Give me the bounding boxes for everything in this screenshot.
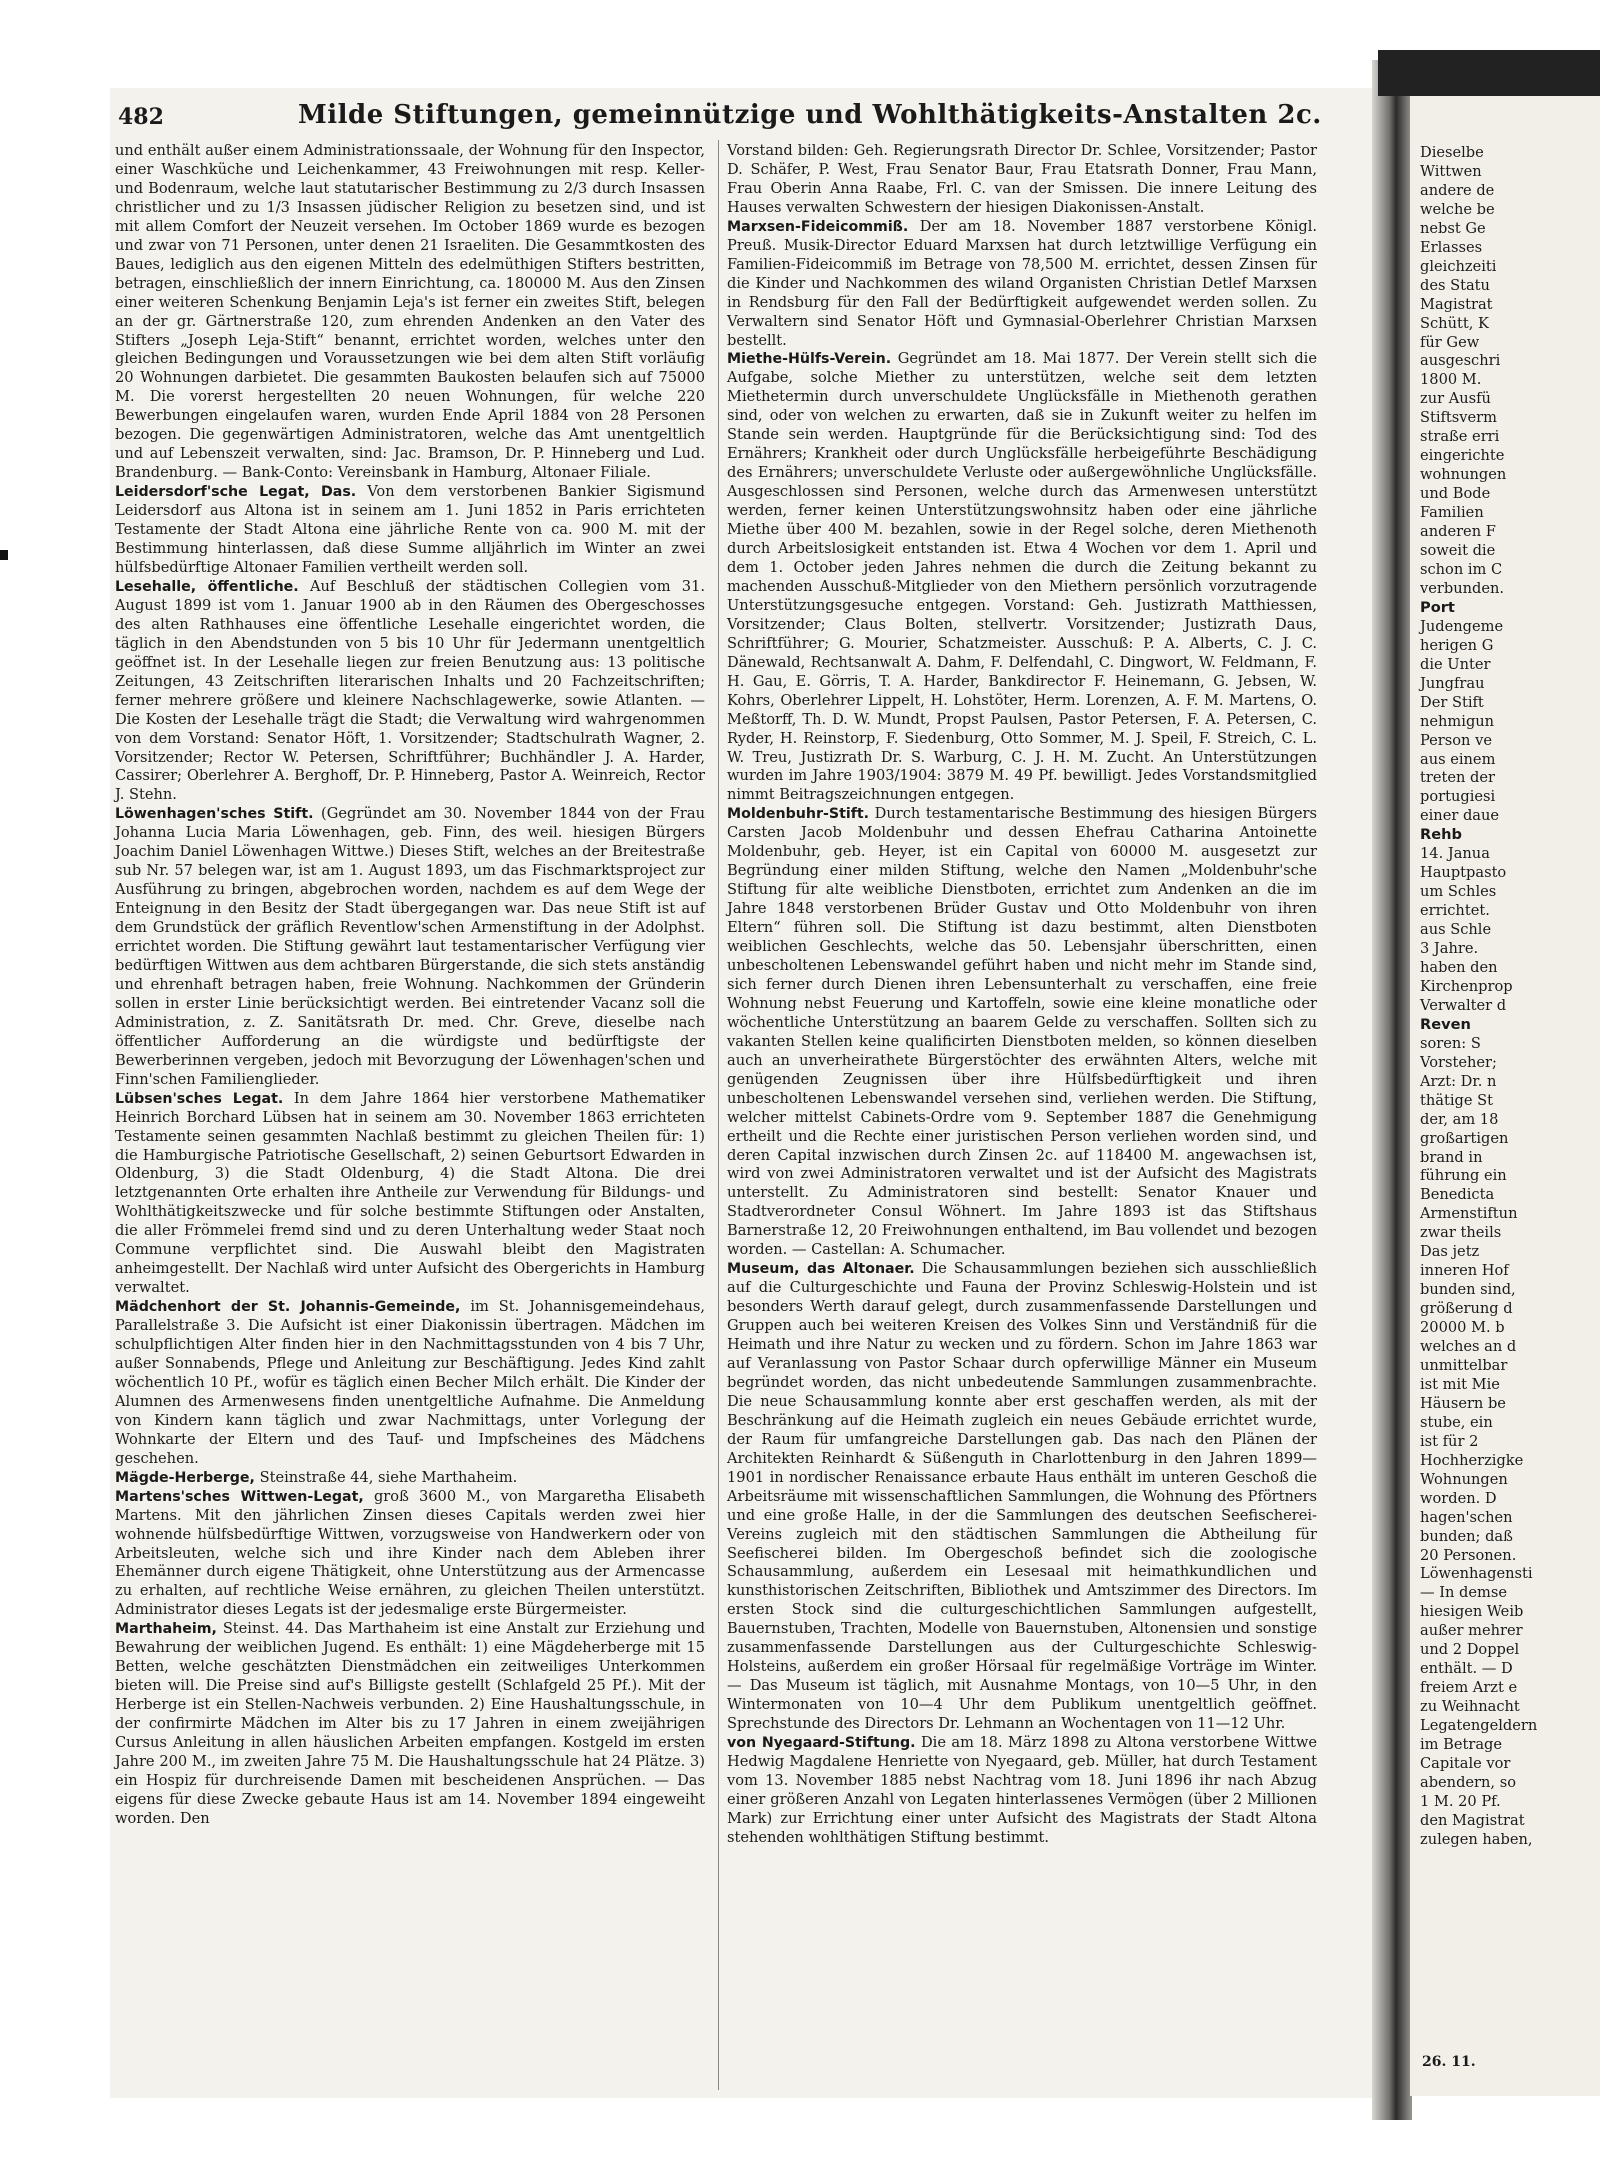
entry — [727, 350, 1317, 805]
page-header — [118, 100, 1368, 140]
adjacent-line: portugiesi — [1420, 788, 1496, 806]
adjacent-line: Person ve — [1420, 731, 1492, 749]
adjacent-line: hiesigen Weib — [1420, 1603, 1524, 1621]
adjacent-line: worden. D — [1420, 1489, 1497, 1507]
scan-edge-mark — [0, 550, 8, 560]
entry — [115, 1090, 705, 1298]
adjacent-line: Armenstiftun — [1420, 1205, 1518, 1223]
adjacent-line: Löwenhagensti — [1420, 1565, 1533, 1583]
adjacent-line: einer daue — [1420, 807, 1500, 825]
adjacent-line: Hauptpasto — [1420, 864, 1507, 882]
entry — [115, 1298, 705, 1469]
scan-corner-block — [1378, 50, 1600, 96]
entry — [115, 1488, 705, 1621]
entry-text: Auf Beschluß der städtischen Collegien vom 31. August 1899 ist vom 1. Januar 1900 ab in den Räumen des Obergeschosses des alten Rathhauses eine öffentliche Lesehalle eingerichtet worden, die täglich in den Abendstunden von 5 bis 10 Uhr für Jedermann unentgeltlich geöffnet ist. In der Lesehalle liegen zur freien Benutzung aus: 13 politische Zeitungen, 43 Zeitschriften literarischen Inhalts und 20 Fachzeitschriften; ferner mehrere größere und kleinere Nachschlagewerke, sowie Atlanten. — Die Kosten der Lesehalle trägt die Stadt; die Verwaltung wird wahrgenommen von dem Vorstand: Senator Höft, 1. Vorsitzender; Stadtschulrath Wagner, 2. Vorsitzender; Rector W. Petersen, Schriftführer; Buchhändler J. A. Harder, Cassirer; Oberlehrer A. Berghoff, Dr. P. Hinneberg, Pastor A. Weinreich, Rector J. Stehn. — [115, 577, 705, 804]
adjacent-line: brand in — [1420, 1148, 1483, 1166]
adjacent-line: hagen'schen — [1420, 1508, 1513, 1526]
entry-text: Steinst. 44. Das Marthaheim ist eine Anstalt zur Erziehung und Bewahrung der weiblichen Jugend. Es enthält: 1) eine Mägdeherberge mit 15 Betten, welche geschätzten Dienstmädchen ein zeitweiliges Unterkommen bieten will. Die Preise sind auf's Billigste gestellt (Schlafgeld 25 Pf.). Mit der Herberge ist ein Stellen-Nachweis verbunden. 2) Eine Haushaltungsschule, in der confirmirte Mädchen im Alter bis zu 17 Jahren in einem zweijährigen Cursus Anleitung in allen häuslichen Arbeiten empfangen. Kostgeld im ersten Jahre 200 M., im zweiten Jahre 75 M. Die Haushaltungsschule hat 24 Plätze. 3) ein Hospiz für durchreisende Damen mit bescheidenen Ansprüchen. — Das eigens für diese Zwecke gebaute Haus ist am 14. November 1894 eingeweiht worden. Den — [115, 1620, 705, 1827]
entry-text: (Gegründet am 30. November 1844 von der Frau Johanna Lucia Maria Löwenhagen, geb. Finn, des weil. hiesigen Bürgers Joachim Daniel Löwenhagen Wittwe.) Dieses Stift, welches an der Breitestraße sub Nr. 57 belegen war, ist am 1. August 1893, um das Fischmarktsproject zur Ausführung zu bringen, abgebrochen worden, nachdem es auf dem Wege der Enteignung in den Besitz der Stadt übergegangen war. Das neue Stift ist auf dem Grundstück der gräflich Reventlow'schen Armenstiftung in der Adolphst. errichtet worden. Die Stiftung gewährt laut testamentarischer Verfügung vier bedürftigen Wittwen aus dem achtbaren Bürgerstande, die sich stets anständig und ehrenhaft betragen haben, freie Wohnung. Nachkommen der Gründerin sollen in erster Linie berücksichtigt werden. Bei eintretender Vacanz soll die Administration, z. Z. Sanitätsrath Dr. med. Chr. Greve, dieselbe nach öffentlicher Aufforderung an die würdigste und bedürftigste der Bewerberinnen vergeben, jedoch mit Bevorzugung der Löwenhagen'schen und Finn'schen Familienglieder. — [115, 805, 706, 1088]
adjacent-line: Reven — [1420, 1015, 1471, 1033]
right-column — [727, 142, 1317, 1848]
running-title: Milde Stiftungen, gemeinnützige und Wohlthätigkeits-Anstalten 2c. — [298, 100, 1322, 130]
adjacent-line: für Gew — [1420, 333, 1480, 351]
adjacent-line: Magistrat — [1420, 295, 1493, 313]
adjacent-line: 14. Janua — [1420, 845, 1490, 863]
adjacent-line: die Unter — [1420, 655, 1491, 673]
adjacent-line: 1 M. 20 Pf. — [1420, 1792, 1501, 1810]
adjacent-line: außer mehrer — [1420, 1622, 1523, 1640]
entry — [727, 805, 1317, 1260]
adjacent-line: Häusern be — [1420, 1394, 1506, 1412]
adjacent-line: haben den — [1420, 958, 1498, 976]
adjacent-line: Wittwen — [1420, 162, 1482, 180]
adjacent-line: Port — [1420, 598, 1455, 616]
adjacent-line: 20 Personen. — [1420, 1546, 1517, 1564]
adjacent-line: Legatengeldern — [1420, 1717, 1538, 1735]
entry-text: Steinstraße 44, siehe Marthaheim. — [259, 1468, 518, 1486]
adjacent-line: um Schles — [1420, 883, 1497, 901]
left-column — [115, 142, 705, 1829]
adjacent-line: inneren Hof — [1420, 1262, 1509, 1280]
adjacent-line: abendern, so — [1420, 1773, 1516, 1791]
adjacent-line: soweit die — [1420, 542, 1496, 560]
adjacent-line: verbunden. — [1420, 579, 1505, 597]
adjacent-line: Familien — [1420, 504, 1484, 522]
entry-text: Der am 18. November 1887 verstorbene Königl. Preuß. Musik-Director Eduard Marxsen hat durch letztwillige Verfügung ein Familien-Fideicommiß im Betrage von 78,500 M. errichtet, dessen Zinsen für die Kinder und Nachkommen des wiland Organisten Christian Detlef Marxsen in Rendsburg für den Fall der Bedürftigkeit aufgewendet werden sollen. Zu Verwaltern sind Senator Höft und Gymnasial-Oberlehrer Christian Marxsen bestellt. — [727, 217, 1318, 349]
adjacent-line: und 2 Doppel — [1420, 1641, 1520, 1659]
adjacent-line: führung ein — [1420, 1167, 1507, 1185]
entry — [727, 218, 1317, 351]
entry-title: Moldenbuhr-Stift. — [727, 806, 870, 823]
entry — [115, 805, 705, 1089]
entry-title: Marxsen-Fideicommiß. — [727, 218, 909, 235]
adjacent-line: Erlasses — [1420, 238, 1483, 256]
adjacent-line: stube, ein — [1420, 1413, 1493, 1431]
adjacent-line: soren: S — [1420, 1034, 1481, 1052]
adjacent-line: Wohnungen — [1420, 1470, 1508, 1488]
adjacent-line: 3 Jahre. — [1420, 940, 1479, 958]
adjacent-line: Das jetz — [1420, 1243, 1480, 1261]
adjacent-line: anderen F — [1420, 523, 1496, 541]
adjacent-line: straße erri — [1420, 428, 1500, 446]
adjacent-line: Stiftsverm — [1420, 409, 1497, 427]
entry-title: Mägde-Herberge, — [115, 1469, 255, 1486]
adjacent-line: Verwalter d — [1420, 996, 1507, 1014]
entry-title: Miethe-Hülfs-Verein. — [727, 351, 892, 368]
adjacent-line: gleichzeiti — [1420, 257, 1497, 275]
book-gutter — [1372, 60, 1412, 2120]
adjacent-line: zulegen haben, — [1420, 1830, 1533, 1848]
entry — [115, 483, 705, 578]
entry — [727, 1260, 1317, 1734]
adjacent-line: Der Stift — [1420, 693, 1484, 711]
adjacent-line: Jungfrau — [1420, 674, 1485, 692]
adjacent-line: — In demse — [1420, 1584, 1507, 1602]
adjacent-line: errichtet. — [1420, 902, 1490, 920]
entry-title: Mädchenhort der St. Johannis-Gemeinde, — [115, 1299, 461, 1316]
adjacent-line: unmittelbar — [1420, 1357, 1508, 1374]
entry-text: Von dem verstorbenen Bankier Sigismund Leidersdorf aus Altona ist in seinem am 1. Juni 1852 in Paris errichteten Testamente der Stadt Altona eine jährliche Rente von ca. 900 M. mit der Bestimmung hinterlassen, daß diese Summe alljährlich im Winter an zwei hülfsbedürftige Altonaer Familien vertheilt werden soll. — [115, 483, 706, 576]
adjacent-line: der, am 18 — [1420, 1110, 1499, 1128]
adjacent-line: bunden; daß — [1420, 1527, 1513, 1545]
adjacent-line: bunden sind, — [1420, 1281, 1516, 1299]
adjacent-line: freiem Arzt e — [1420, 1679, 1518, 1697]
entry-text: Gegründet am 18. Mai 1877. Der Verein stellt sich die Aufgabe, solche Miether zu unterstützen, welche seit dem letzten Miethetermin durch unverschuldete Unglücksfälle in Miethenoth gerathen sind, oder von welchen zu erwarten, daß sie in Zukunft weiter zu helfen im Stande sein werden. Hauptgründe für die Berücksichtigung sind: Tod des Ernährers; Krankheit oder durch Unglücksfälle herbeigeführte Beschädigung des Ernährers; unverschuldete Verluste oder außergewöhnliche Unglücksfälle. Ausgeschlossen sind Personen, welche durch das Armenwesen unterstützt werden, ferner keinen Unterstützungswohnsitz haben oder eine jährliche Miethe über 400 M. bezahlen, sowie in der Regel solche, deren Miethenoth durch Arbeitslosigkeit entstanden ist. Etwa 4 Wochen vor dem 1. April und dem 1. October jeden Jahres nehmen die durch die Zeitung bekannt zu machenden Ausschuß-Mitglieder von den Miethern persönlich vorzutragende Unterstützungsgesuche entgegen. Vorstand: Geh. Justizrath Matthiessen, Vorsitzender; Claus Bolten, stellvertr. Vorsitzender; Justizrath Daus, Schriftführer; G. Mourier, Schatzmeister. Ausschuß: P. A. Alberts, C. J. C. Dänewald, Rechtsanwalt A. Dahm, F. Delfendahl, C. Dingwort, W. Feldmann, F. H. Gau, E. Görris, T. A. Harder, Bankdirector F. Heinemann, G. Jebsen, W. Kohrs, Oberlehrer Lippelt, H. Lohstöter, Herm. Lorenzen, A. F. M. Martens, O. Meßtorff, Th. D. W. Mundt, Propst Paulsen, Pastor Petersen, F. A. Petersen, C. Ryder, H. Reinstorp, F. Siedenburg, Otto Sommer, M. J. Speil, F. Streich, C. L. W. Treu, Justizrath Dr. S. Warburg, C. J. H. M. Zucht. An Unterstützungen wurden im Jahre 1903/1904: 3879 M. 49 Pf. bewilligt. Jedes Vorstandsmitglied nimmt Beitragszeichnungen entgegen. — [727, 350, 1317, 804]
adjacent-line: zwar theils — [1420, 1224, 1502, 1242]
entry — [727, 1734, 1317, 1848]
adjacent-line: Rehb — [1420, 826, 1462, 844]
adjacent-line: welches an d — [1420, 1338, 1517, 1356]
adjacent-line: Hochherzigke — [1420, 1451, 1524, 1469]
adjacent-page — [1410, 96, 1600, 2096]
adjacent-line: andere de — [1420, 181, 1495, 199]
entry-title: Lübsen'sches Legat. — [115, 1090, 284, 1107]
entry — [115, 1620, 705, 1828]
adjacent-line: ist für 2 — [1420, 1432, 1479, 1450]
entry-title: Museum, das Altonaer. — [727, 1261, 915, 1278]
entry-text: In dem Jahre 1864 hier verstorbene Mathematiker Heinrich Borchard Lübsen hat in seinem am 30. November 1863 errichteten Testamente seinen gesammten Nachlaß bestimmt zu gleichen Theilen für: 1) die Hamburgische Patriotische Gesellschaft, 2) seinen Geburtsort Edwarden in Oldenburg, 3) die Stadt Oldenburg, 4) die Stadt Altona. Die drei letztgenannten Orte erhalten ihre Antheile zur Verwendung für Bildungs- und Wohlthätigkeitszwecke und für solche bestimmte Stiftungen oder Anstalten, die aller Frömmelei fremd sind und zu deren Unterhaltung weder Staat noch Commune verpflichtet sind. Die Auswahl bleibt den Magistraten anheimgestellt. Der Nachlaß wird unter Aufsicht des Obergerichts in Hamburg verwaltet. — [115, 1089, 705, 1297]
adjacent-line: 1800 M. — [1420, 371, 1482, 389]
adjacent-line: nehmigun — [1420, 712, 1495, 730]
adjacent-line: 20000 M. b — [1420, 1319, 1505, 1337]
entry — [727, 142, 1317, 218]
page-number: 482 — [118, 104, 164, 130]
adjacent-page-footer: 26. 11. — [1422, 2054, 1476, 2070]
adjacent-line: thätige St — [1420, 1091, 1493, 1109]
adjacent-line: Dieselbe — [1420, 144, 1484, 161]
adjacent-line: eingerichte — [1420, 447, 1505, 465]
adjacent-line: Vorsteher; — [1420, 1053, 1497, 1071]
entry-text: groß 3600 M., von Margaretha Elisabeth Martens. Mit den jährlichen Zinsen dieses Capitals werden zwei hier wohnende hülfsbedürftige Wittwen, vorzugsweise von Handwerkern oder von Arbeitsleuten, welche sich und ihre Kinder nach dem Ableben ihrer Ehemänner durch eigene Thätigkeit, ohne Unterstützung aus der Armencasse zu erhalten, auf rechtliche Weise ernähren, zu gleichen Theilen unterstützt. Administrator dieses Legats ist der jedesmalige erste Bürgermeister. — [115, 1487, 705, 1619]
entry-title: Lesehalle, öffentliche. — [115, 578, 299, 595]
adjacent-line: treten der — [1420, 769, 1495, 787]
adjacent-line: aus einem — [1420, 750, 1496, 768]
adjacent-line: ist mit Mie — [1420, 1375, 1500, 1393]
entry-title: Marthaheim, — [115, 1621, 217, 1638]
entry-text: im St. Johannisgemeindehaus, Parallelstraße 3. Die Aufsicht ist einer Diakonissin übertragen. Mädchen im schulpflichtigen Alter finden hier in den Nachmittagsstunden von 4 bis 7 Uhr, außer Sonnabends, Pflege und Anleitung zur Beschäftigung. Jedes Kind zahlt wöchentlich 10 Pf., wofür es täglich einen Becher Milch erhält. Die Kinder der Alumnen des Armenwesens finden unentgeltliche Aufnahme. Die Anmeldung von Kindern kann täglich und zwar Nachmittags, unter Vorlegung der Wohnkarte der Eltern und des Tauf- und Impfscheines des Mädchens geschehen. — [115, 1298, 705, 1467]
adjacent-line: welche be — [1420, 200, 1495, 218]
adjacent-line: Kirchenprop — [1420, 977, 1513, 995]
adjacent-page-text — [1420, 144, 1600, 1850]
entry-text: Durch testamentarische Bestimmung des hiesigen Bürgers Carsten Jacob Moldenbuhr und dessen Ehefrau Catharina Antoinette Moldenbuhr, geb. Heyer, ist ein Capital von 60000 M. ausgesetzt zur Begründung einer milden Stiftung, welche den Namen „Moldenbuhr'sche Stiftung für alte weibliche Dienstboten, errichtet zum Andenken an die im Jahre 1848 verstorbenen Brüder Gustav und Otto Moldenbuhr von ihren Eltern“ führen soll. Die Stiftung ist dazu bestimmt, alten Dienstboten weiblichen Geschlechts, welche das 50. Lebensjahr überschritten, einen unbescholtenen Lebenswandel geführt haben und nicht mehr im Stande sind, sich ferner durch Dienen ihren Lebensunterhalt zu verschaffen, eine freie Wohnung nebst Feuerung und Kartoffeln, sowie eine kleine monatliche oder wöchentliche Unterstützung an baarem Gelde zu verschaffen. Sollten sich zu vakanten Stellen keine qualificirten Dienstboten melden, so können dieselben auch an unverheirathete Bürgerstöchter des erwähnten Alters, welche mit genügenden Zeugnissen über ihre Hülfsbedürftigkeit und ihren unbescholtenen Lebenswandel versehen sind, verliehen werden. Die Stiftung, welcher mittelst Cabinets-Ordre vom 9. September 1887 die Genehmigung ertheilt und die Rechte einer juristischen Person verliehen worden sind, und deren Capital inzwischen durch Zinsen 2c. auf 118400 M. angewachsen ist, wird von zwei Administratoren verwaltet und ist der Aufsicht des Magistrats unterstellt. Zu Administratoren sind bestellt: Senator Knauer und Stadtverordneter Consul Wöhnert. Im Jahre 1893 ist das Stiftshaus Barnerstraße 12, 20 Freiwohnungen enthaltend, im Bau vollendet und bezogen worden. — Castellan: A. Schumacher. — [727, 805, 1317, 1259]
entry-text: Die Schausammlungen beziehen sich ausschließlich auf die Culturgeschichte und Fauna der Provinz Schleswig-Holstein und ist besonders Werth darauf gelegt, durch zusammenfassende Darstellungen und Gruppen auch bei weiteren Kreisen des Volkes Sinn und Verständniß für die Heimath und ihre Natur zu wecken und zu fördern. Schon im Jahre 1863 war auf Veranlassung von Pastor Schaar durch opferwillige Männer ein Museum begründet worden, das nicht unbedeutende Sammlungen zusammenbrachte. Die neue Schausammlung konnte aber erst geschaffen werden, als mit der Beschränkung auf die Heimath zugleich ein neues Gebäude errichtet wurde, der Raum für umfangreiche Darstellungen gab. Das nach den Plänen der Architekten Reinhardt & Süßenguth in Charlottenburg in den Jahren 1899—1901 in nordischer Renaissance erbaute Haus enthält im unteren Geschoß die Arbeitsräume mit wissenschaftlichen Sammlungen, die Wohnung des Pförtners und eine große Halle, in der die Sammlungen des deutschen Seefischerei-Vereins zugleich mit den städtischen Sammlungen die Abtheilung für Seefischerei bilden. Im Obergeschoß befindet sich die zoologische Schausammlung, außerdem ein Lesesaal mit heimathkundlichen und kunsthistorischen Zeitschriften, Bibliothek und Amtszimmer des Directors. Im ersten Stock sind die culturgeschichtlichen Sammlungen aufgestellt, Bauernstuben, Trachten, Modelle von Bauernstuben, Altonensien und sonstige zusammenfassende Darstellungen aus der Culturgeschichte Schleswig-Holsteins, außerdem ein großer Hörsaal für regelmäßige Vorträge im Winter. — Das Museum ist täglich, mit Ausnahme Montags, von 10—5 Uhr, in den Wintermonaten von 10—4 Uhr dem Publikum unentgeltlich geöffnet. Sprechstunde des Directors Dr. Lehmann an Wochentagen von 11—12 Uhr. — [727, 1260, 1317, 1733]
adjacent-line: zu Weihnacht — [1420, 1698, 1520, 1716]
adjacent-line: Arzt: Dr. n — [1420, 1072, 1497, 1090]
entry — [115, 578, 705, 805]
entry-text: Die am 18. März 1898 zu Altona verstorbene Wittwe Hedwig Magdalene Henriette von Nyegaard, geb. Müller, hat durch Testament vom 13. November 1885 nebst Nachtrag vom 18. Juni 1896 ihr nach Abzug einer größeren Anzahl von Legaten hinterlassenes Vermögen (über 2 Millionen Mark) zur Errichtung einer unter Aufsicht des Magistrats der Stadt Altona stehenden wohlthätigen Stiftung bestimmt. — [727, 1734, 1318, 1846]
entry-title: Löwenhagen'sches Stift. — [115, 806, 314, 823]
adjacent-line: und Bode — [1420, 485, 1491, 503]
entry — [115, 1469, 705, 1488]
adjacent-line: im Betrage — [1420, 1736, 1503, 1754]
adjacent-line: größerung d — [1420, 1300, 1513, 1318]
adjacent-line: Benedicta — [1420, 1186, 1495, 1204]
adjacent-line: großartigen — [1420, 1129, 1509, 1147]
adjacent-line: Judengeme — [1420, 617, 1504, 635]
entry-text: und enthält außer einem Administrationssaale, der Wohnung für den Inspector, einer Waschküche und Leichenkammer, 43 Freiwohnungen mit resp. Keller- und Bodenraum, welche laut statutarischer Bestimmung zu 2/3 durch Insassen christlicher und zu 1/3 Insassen jüdischer Religion zu besetzen sind, und ist mit allem Comfort der Neuzeit versehen. Im October 1869 wurde es bezogen und zwar von 71 Personen, unter denen 21 Israeliten. Die Gesammtkosten des Baues, lediglich aus den eigenen Mitteln des edelmüthigen Stifters bestritten, betragen, einschließlich der innern Einrichtung, ca. 180000 M. Aus den Zinsen einer weiteren Schenkung Benjamin Leja's ist ferner ein zweites Stift, belegen an der gr. Gärtnerstraße 120, zum ehrenden Andenken an den Vater des Stifters „Joseph Leja-Stift“ benannt, errichtet worden, welches unter den gleichen Bedingungen und Voraussetzungen wie bei dem alten Stift vorläufig 20 Wohnungen darbietet. Die gesammten Baukosten belaufen sich auf 75000 M. Die vorerst hergestellten 20 neuen Wohnungen, für welche 220 Bewerbungen eingelaufen waren, wurden Ende April 1884 von 28 Personen bezogen. Die gegenwärtigen Administratoren, welche das Amt unentgeltlich und auf Lebenszeit verwalten, sind: Jac. Bramson, Dr. P. Hinneberg und Lud. Brandenburg. — Bank-Conto: Vereinsbank in Hamburg, Altonaer Filiale. — [115, 142, 705, 482]
entry-title: Leidersdorf'sche Legat, Das. — [115, 484, 357, 501]
adjacent-line: wohnungen — [1420, 466, 1507, 484]
adjacent-line: herigen G — [1420, 636, 1494, 654]
entry — [115, 142, 705, 483]
adjacent-line: aus Schle — [1420, 921, 1492, 939]
adjacent-line: ausgeschri — [1420, 352, 1501, 370]
adjacent-line: zur Ausfü — [1420, 390, 1491, 408]
entry-title: von Nyegaard-Stiftung. — [727, 1735, 916, 1752]
column-divider — [718, 140, 719, 2090]
adjacent-line: nebst Ge — [1420, 219, 1486, 237]
entry-text: Vorstand bilden: Geh. Regierungsrath Director Dr. Schlee, Vorsitzender; Pastor D. Schäfer, P. West, Frau Senator Baur, Frau Etatsrath Donner, Frau Mann, Frau Oberin Anna Raabe, Frl. C. van der Smissen. Die innere Leitung des Hauses verwalten Schwestern der hiesigen Diakonissen-Anstalt. — [727, 142, 1317, 216]
adjacent-line: schon im C — [1420, 560, 1503, 578]
adjacent-line: enthält. — D — [1420, 1660, 1513, 1678]
adjacent-line: des Statu — [1420, 276, 1490, 294]
entry-title: Martens'sches Wittwen-Legat, — [115, 1488, 364, 1505]
adjacent-line: Capitale vor — [1420, 1755, 1511, 1773]
adjacent-line: Schütt, K — [1420, 314, 1489, 332]
adjacent-line: den Magistrat — [1420, 1811, 1525, 1829]
